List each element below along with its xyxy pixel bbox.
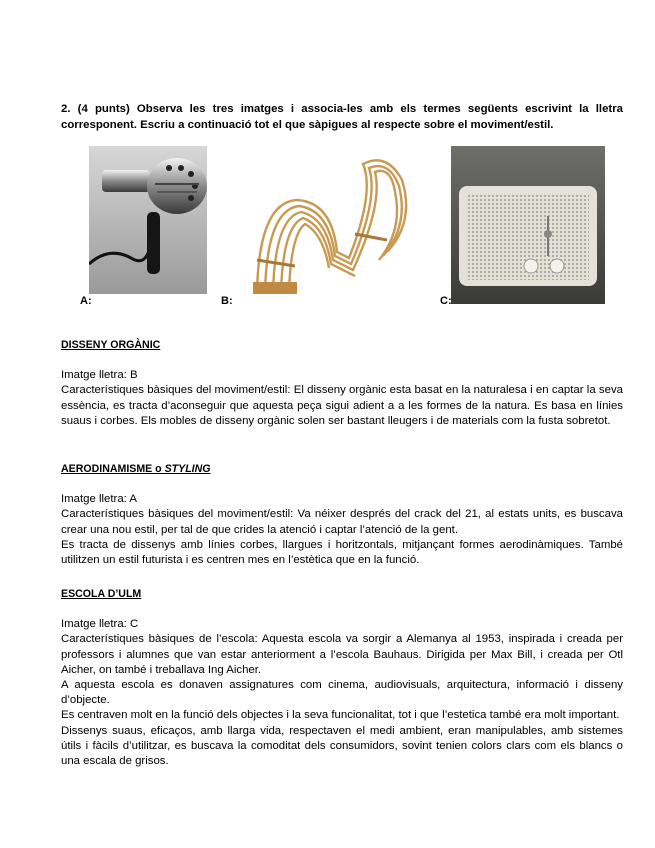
image-radio [451,146,605,304]
section-title: ESCOLA D’ULM [61,588,142,600]
question-text: 2. (4 punts) Observa les tres imatges i associa-les amb els termes següents escrivint la lletra corresponent. Escriu a continuació tot el que sàpigues al respecte sobre el moviment/estil. [61,103,623,131]
paragraph: Característiques bàsiques del moviment/estil: Va néixer després del crack del 21, al estats units, es buscava crear una nou estil, per tal de que crides la atenció i captar l’atenció de la gent. [61,508,623,536]
label-b: B: [221,295,233,307]
paragraph: Característiques bàsiques del moviment/estil: El disseny orgànic esta basat en la naturalesa i en captar la seva essència, es tracta d’aconseguir que aquesta peça sigui adient a a les formes de la natura. Es basa en línies suaus i corbes. Els mobles de disseny orgànic solen ser bastant lleugers i de materials com la fusta sobretot. [61,384,623,427]
paragraph: A aquesta escola es donaven assignatures com cinema, audiovisuals, arquitectura, informació i disseny d’objecte. [61,679,623,707]
label-c: C: [440,295,452,307]
image-letter: Imatge lletra: C [61,618,139,631]
image-letter: Imatge lletra: B [61,369,138,382]
section-escola-ulm [61,587,623,769]
section-title: AERODINAMISME o STYLING [61,463,211,475]
image-hair-dryer [89,146,207,294]
paragraph: Característiques bàsiques de l’escola: Aquesta escola va sorgir a Alemanya al 1953, inspirada i creada per professors i alumnes que van estar anteriorment a l’escola Bauhaus. Dirigida per Max Bill, i creada per Otl Aicher, on també i treballava Ing Aicher. [61,633,623,676]
image-letter: Imatge lletra: A [61,493,137,506]
section-aerodinamisme [61,462,623,568]
section-disseny-organic [61,338,623,429]
label-a: A: [80,295,92,307]
section-title: DISSENY ORGÀNIC [61,339,161,351]
paragraph: Es centraven molt en la funció dels objectes i la seva funcionalitat, tot i que l’estetica també era molt important. [61,709,620,722]
paragraph: Dissenys suaus, eficaços, amb llarga vida, respectaven el medi ambient, eran manipulables, amb sistemes útils i fàcils d’utilitzar, es buscava la comoditat dels consumidors, sovint tenien colors clars com els blancs o una escala de grisos. [61,724,623,768]
image-organic-chair [237,142,425,302]
paragraph: Es tracta de dissenys amb línies corbes, llargues i horitzontals, mitjançant formes aerodinàmiques. També utilitzen un estil futurista i es centren mes en l’estètica que en la funció. [61,538,623,567]
